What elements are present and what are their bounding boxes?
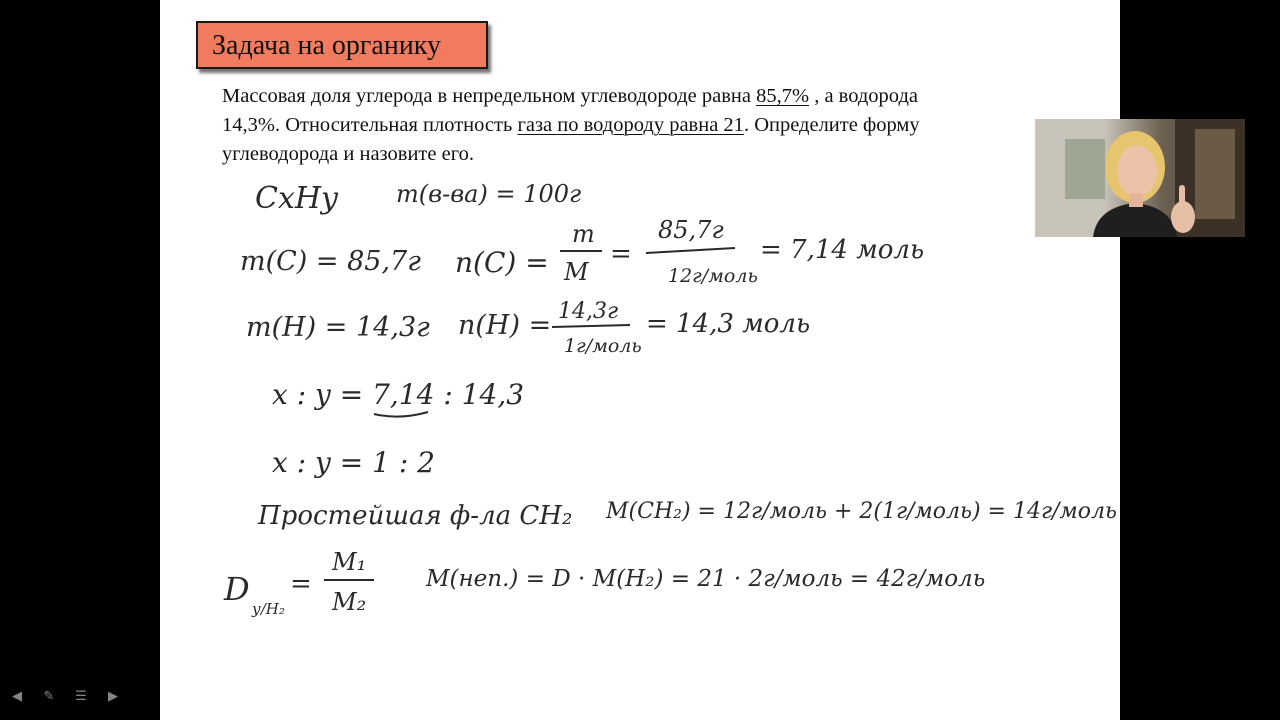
webcam-overlay	[1035, 119, 1245, 237]
hw-density-subscript: у/H₂	[252, 600, 285, 618]
hw-simplest-formula: Простейшая ф-ла CH₂	[258, 501, 573, 531]
hw-frac4-den: M₂	[332, 588, 367, 616]
person-webcam-icon	[1035, 119, 1245, 237]
hw-n-hydrogen: n(H) =	[458, 310, 552, 341]
problem-text: , а водорода	[809, 85, 918, 107]
handwritten-solution	[160, 0, 1120, 720]
underlined-text: 85,7%	[756, 85, 810, 107]
menu-icon[interactable]: ☰	[75, 689, 87, 704]
pen-icon[interactable]: ✎	[43, 689, 55, 704]
slide	[160, 0, 1120, 720]
hw-n-carbon: n(C) =	[455, 246, 549, 279]
hw-frac1-den: M	[564, 258, 589, 286]
hw-ratio-2: x : y = 1 : 2	[272, 446, 435, 479]
hw-density-symbol: D	[224, 570, 250, 608]
player-controls	[8, 690, 122, 704]
hw-eq: =	[610, 239, 632, 269]
hw-n-hydrogen-result: = 14,3 моль	[646, 309, 811, 339]
hw-eq-2: =	[290, 569, 312, 599]
hw-frac3-num: 14,3г	[558, 299, 619, 324]
problem-text: углеводорода и назовите его.	[222, 143, 474, 165]
hw-ratio-1: x : y = 7,14 : 14,3	[272, 378, 525, 411]
slide-title: Задача на органику	[212, 30, 442, 61]
next-slide-icon[interactable]: ▶	[108, 689, 118, 704]
underlined-text: газа по водороду равна 21	[517, 114, 744, 136]
hw-formula: CxHy	[255, 181, 338, 216]
hw-mass-carbon: m(C) = 85,7г	[240, 246, 421, 277]
hw-mass-hydrogen: m(H) = 14,3г	[246, 312, 430, 343]
hw-molar-mass-ch2: M(CH₂) = 12г/моль + 2(1г/моль) = 14г/моль	[606, 499, 1117, 524]
hw-n-carbon-result: = 7,14 моль	[760, 235, 925, 265]
hw-molar-mass-unsat: M(неп.) = D · M(H₂) = 21 · 2г/моль = 42г/моль	[426, 566, 986, 592]
problem-text: 14,3%. Относительная плотность	[222, 114, 518, 136]
hw-mass-total: m(в-ва) = 100г	[396, 180, 582, 208]
hw-frac4-num: M₁	[332, 548, 367, 576]
hw-frac2-bar	[646, 248, 735, 253]
hw-frac3-den: 1г/моль	[564, 335, 642, 357]
hw-frac2-num: 85,7г	[658, 216, 724, 244]
problem-text: Массовая доля углерода в непредельном углеводороде равна	[222, 85, 757, 107]
prev-slide-icon[interactable]: ◀	[12, 689, 22, 704]
problem-text: . Определите форму	[743, 114, 920, 136]
hw-ratio-underline	[374, 412, 428, 417]
hw-frac3-bar	[552, 325, 630, 327]
hw-frac1-num: m	[572, 220, 595, 248]
hw-frac2-den: 12г/моль	[668, 265, 758, 287]
